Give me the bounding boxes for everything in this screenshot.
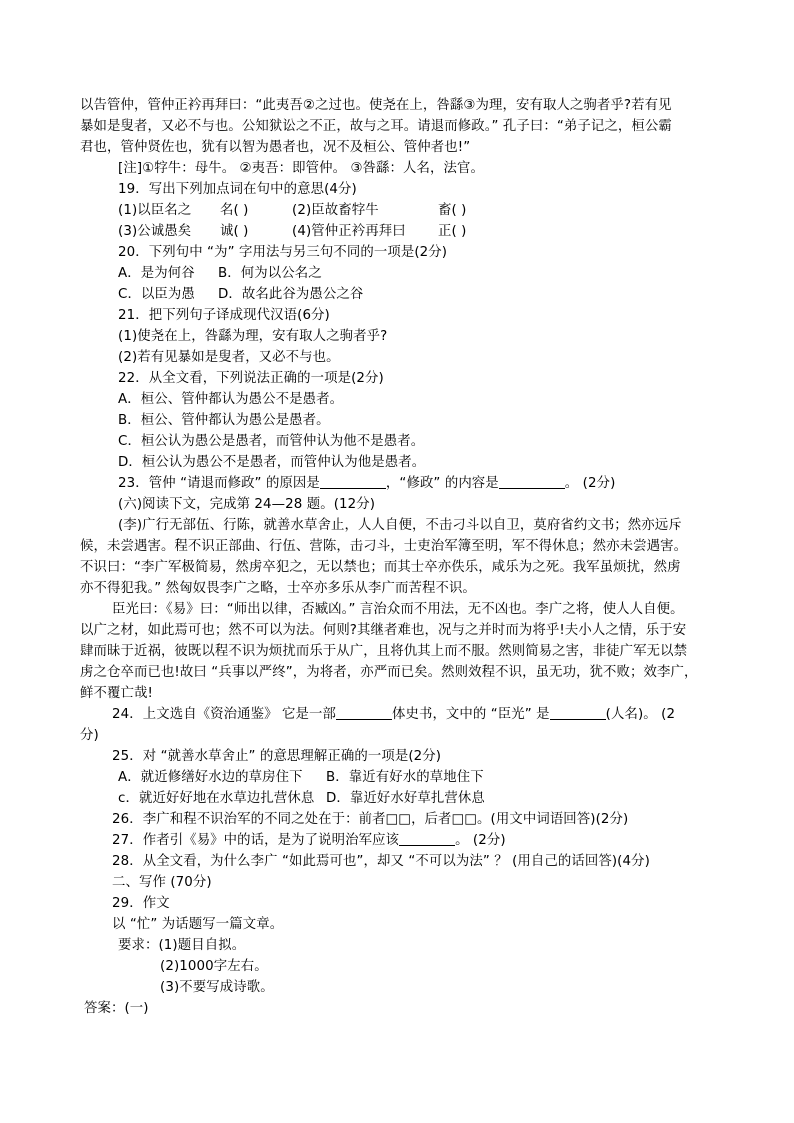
section-2-heading: 二、写作 (70分): [112, 875, 212, 890]
q22-stem: 22．从全文看，下列说法正确的一项是(2分): [118, 371, 384, 386]
q24-continued: 分): [80, 728, 99, 743]
q20-option-b: B．何为以公名之: [218, 266, 322, 281]
q20-stem: 20．下列句中 “为” 字用法与另三句不同的一项是(2分): [118, 245, 448, 260]
q19-item-1: (1)以臣名之: [118, 203, 192, 218]
requirement-2: (2)1000字左右。: [160, 959, 268, 974]
q21-stem: 21．把下列句子译成现代汉语(6分): [118, 308, 330, 323]
q21-item-2: (2)若有见暴如是叟者，又必不与也。: [118, 350, 340, 365]
q23-part-3: 。 (2分): [564, 476, 616, 491]
guang-passage-line-4: 虏之仓卒而已也!故曰 “兵事以严终”，为将者，亦严而已矣。然则效程不识，虽无功，犹不败；效李广，: [80, 665, 698, 680]
li-passage-line-4: 亦不得犯我。” 然匈奴畏李广之略，士卒亦多乐从李广而苦程不识。: [80, 581, 476, 596]
q20-option-c: C．以臣为愚: [118, 287, 195, 302]
q25-option-b: B．靠近有好水的草地住下: [326, 770, 484, 785]
q23-answer-blank-1[interactable]: [320, 474, 386, 489]
q26: 26．李广和程不识治军的不同之处在于：前者□□，后者□□。(用文中词语回答)(2分): [112, 812, 629, 827]
li-passage-line-1: (李)广行无部伍、行陈，就善水草舍止，人人自便，不击刁斗以自卫，莫府省约文书；然亦远斥: [118, 518, 682, 533]
requirement-3: (3)不要写成诗歌。: [160, 980, 274, 995]
q27-answer-blank[interactable]: [399, 831, 455, 846]
q25-stem: 25．对 “就善水草舍止” 的意思理解正确的一项是(2分): [112, 749, 442, 764]
guang-passage-line-3: 肆而昧于近祸，彼既以程不识为烦扰而乐于从广，且将仇其上而不服。然则简易之害，非徒广军无以禁: [80, 644, 688, 659]
q19-blank-1: 名( ): [220, 203, 249, 218]
li-passage-line-2: 候，未尝遇害。程不识正部曲、行伍、营陈，击刁斗，士吏治军簿至明，军不得休息；然亦未尝遇害。: [80, 539, 688, 554]
q24: [112, 705, 675, 725]
q24-answer-blank-1[interactable]: [336, 705, 392, 720]
q20-option-d: D．故名此谷为愚公之谷: [218, 287, 364, 302]
q19-row-2: [118, 222, 467, 242]
q24-part-3: (人名)。 (2: [605, 707, 676, 722]
passage-line-2: 暴如是叟者，又必不与也。公知狱讼之不正，故与之耳。请退而修政。” 孔子曰：“弟子记之，桓公霸: [80, 119, 672, 134]
q25-option-a: A．就近修缮好水边的草房住下: [118, 770, 303, 785]
q23-part-1: 23．管仲 “请退而修政” 的原因是: [118, 476, 320, 491]
guang-passage-line-5: 鲜不覆亡哉!: [80, 686, 153, 701]
q27-part-1: 27．作者引《易》中的话，是为了说明治军应该: [112, 833, 400, 848]
q29-title: 29．作文: [112, 896, 170, 911]
requirement-1: 要求：(1)题目自拟。: [118, 938, 246, 953]
q22-option-b: B．桓公、管仲都认为愚公是愚者。: [118, 413, 330, 428]
q29-prompt: 以 “忙” 为话题写一篇文章。: [112, 917, 284, 932]
guang-passage-line-1: 臣光曰：《易》曰：“师出以律，否臧凶。” 言治众而不用法，无不凶也。李广之将，使人人自便。: [112, 602, 684, 617]
footnote: [注]①牸牛：母牛。 ②夷吾：即管仲。 ③咎繇：人名，法官。: [118, 161, 484, 176]
q25-option-c: c．就近好好地在水草边扎营休息: [118, 791, 315, 806]
q24-answer-blank-2[interactable]: [550, 705, 606, 720]
q20-options-2: [118, 285, 363, 305]
q25-options-1: [118, 768, 484, 788]
section-6-heading: (六)阅读下文，完成第 24—28 题。(12分): [118, 497, 376, 512]
q21-item-1: (1)使尧在上，咎繇为理，安有取人之驹者乎?: [118, 329, 388, 344]
q23-part-2: ，“修政” 的内容是: [385, 476, 499, 491]
q25-options-2: [118, 789, 485, 809]
passage-line-1: 以告管仲，管仲正衿再拜曰：“此夷吾②之过也。使尧在上，咎繇③为理，安有取人之驹者乎?若有见: [80, 98, 672, 113]
q23: [118, 474, 615, 494]
q19-blank-3: 诚( ): [220, 224, 249, 239]
q24-part-1: 24．上文选自《资治通鉴》 它是一部: [112, 707, 336, 722]
q27: [112, 831, 506, 851]
q19-blank-4: 正( ): [438, 224, 467, 239]
q19-blank-2: 畜( ): [438, 203, 467, 218]
q23-answer-blank-2[interactable]: [499, 474, 565, 489]
q28: 28．从全文看，为什么李广 “如此焉可也”，却又 “不可以为法” ？ (用自己的话回答)(4分): [112, 854, 650, 869]
q27-part-2: 。 (2分): [455, 833, 506, 848]
q24-part-2: 体史书，文中的 “臣光” 是: [391, 707, 550, 722]
li-passage-line-3: 不识曰：“李广军极简易，然虏卒犯之，无以禁也；而其士卒亦佚乐，咸乐为之死。我军虽烦扰，然虏: [80, 560, 681, 575]
q19-item-3: (3)公诚愚矣: [118, 224, 192, 239]
answer-heading: 答案：(一): [84, 1001, 149, 1016]
q19-item-4: (4)管仲正衿再拜曰: [292, 224, 406, 239]
q19-item-2: (2)臣故畜牸牛: [292, 203, 379, 218]
q19-row-1: [118, 201, 467, 221]
q20-option-a: A．是为何谷: [118, 266, 195, 281]
q25-option-d: D．靠近好水好草扎营休息: [326, 791, 485, 806]
q20-options-1: [118, 264, 322, 284]
q22-option-c: C．桓公认为愚公是愚者，而管仲认为他不是愚者。: [118, 434, 425, 449]
q22-option-d: D．桓公认为愚公不是愚者，而管仲认为他是愚者。: [118, 455, 426, 470]
guang-passage-line-2: 以广之材，如此焉可也；然不可以为法。何则?其继者难也，况与之并时而为将乎!夫小人之情，乐于安: [80, 623, 687, 638]
q19-stem: 19．写出下列加点词在句中的意思(4分): [118, 182, 357, 197]
q22-option-a: A．桓公、管仲都认为愚公不是愚者。: [118, 392, 344, 407]
passage-line-3: 君也，管仲贤佐也，犹有以智为愚者也，况不及桓公、管仲者也!”: [80, 140, 471, 155]
